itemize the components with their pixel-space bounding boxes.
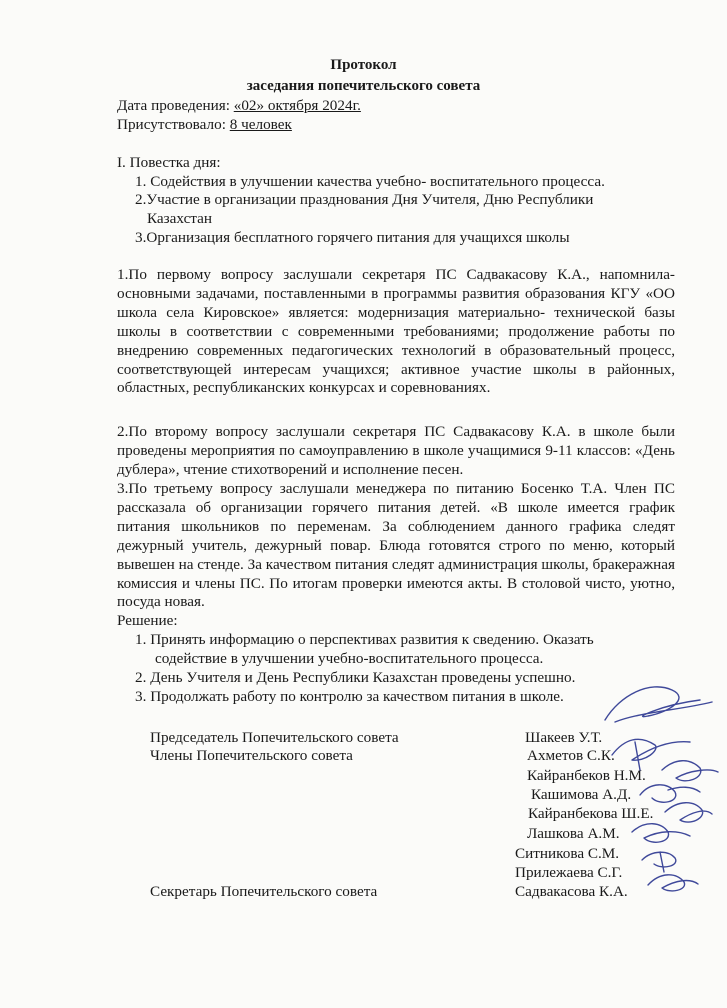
decision-item-3: 3. Продолжать работу по контролю за качеством питания в школе. xyxy=(135,688,564,705)
decision-item-1: 1. Принять информацию о перспективах развития к сведению. Оказать xyxy=(135,631,594,648)
signatory-name: Кайранбеков Н.М. xyxy=(527,767,646,784)
agenda-item-2: 2.Участие в организации празднования Дня Учителя, Дню Республики xyxy=(135,191,594,208)
document-subtitle: заседания попечительского совета xyxy=(246,78,481,94)
signature-7 xyxy=(642,852,676,872)
document-title: Протокол xyxy=(330,57,397,73)
signature-5 xyxy=(665,803,712,822)
signature-3 xyxy=(662,761,718,781)
paragraph-question-3: 3.По третьему вопросу заслушали менеджера по питанию Босенко Т.А. Член ПС рассказала об организации горячего питания детей. «В школе имеется график питания школьников по переменам. За соблюдением данного графика следят дежурный учитель, дежурный повар. Блюда готовятся строго по меню, который вывешен на стенде. За качеством питания следят администрация школы, бракеражная комиссия и члены ПС. По итогам проверки имеются акты. В столовой чисто, уютно, посуда новая. xyxy=(117,480,675,611)
signatory-name: Прилежаева С.Г. xyxy=(515,864,623,881)
signature-1 xyxy=(605,687,712,722)
signatory-name: Ахметов С.К. xyxy=(527,747,615,764)
date-value: «02» октября 2024г. xyxy=(233,97,361,114)
signatory-name: Шакеев У.Т. xyxy=(525,729,603,746)
paragraph-question-1: 1.По первому вопросу заслушали секретаря ПС Садвакасову К.А., напомнила- основными задачами, поставленными в программы развития образования КГУ «ОО школа села Кировское» является: модернизация материально- технической базы школы в соответствии с современными требованиями; продолжение работы по внедрению современных педагогических технологий в образовательный процесс, соответствующей интересам учащихся; активное участие школы в районных, областных, республиканских конкурсах и соревнованиях. xyxy=(117,266,675,397)
signature-6 xyxy=(632,824,690,843)
paragraph-question-2: 2.По второму вопросу заслушали секретаря ПС Садвакасову К.А. в школе были проведены мероприятия по самоуправлению в школе учащимися 9-11 классов: «День дублера», чтение стихотворений и исполнение песен. xyxy=(117,423,675,478)
members-label: Члены Попечительского совета xyxy=(150,747,353,764)
signatory-name: Кайранбекова Ш.Е. xyxy=(528,805,654,822)
decision-item-1-cont: содействие в улучшении учебно-воспитательного процесса. xyxy=(155,650,544,667)
agenda-item-1: 1. Содействия в улучшении качества учебно- воспитательного процесса. xyxy=(135,173,605,190)
signature-4 xyxy=(640,785,700,802)
attendance-label: Присутствовало: xyxy=(117,116,226,133)
decision-item-2: 2. День Учителя и День Республики Казахстан проведены успешно. xyxy=(135,669,576,686)
agenda-item-2-cont: Казахстан xyxy=(147,210,212,227)
signatory-name: Лашкова А.М. xyxy=(527,825,620,842)
signature-8 xyxy=(648,875,698,891)
agenda-heading: I. Повестка дня: xyxy=(117,154,221,171)
agenda-item-3: 3.Организация бесплатного горячего питания для учащихся школы xyxy=(135,229,570,246)
signatory-name: Ситникова С.М. xyxy=(515,845,620,862)
signatory-name: Садвакасова К.А. xyxy=(515,883,628,900)
decision-heading: Решение: xyxy=(117,612,178,629)
date-label: Дата проведения: xyxy=(117,97,230,114)
signatory-name: Кашимова А.Д. xyxy=(531,786,632,803)
signature-2 xyxy=(612,739,690,770)
secretary-label: Секретарь Попечительского совета xyxy=(150,883,378,900)
chair-label: Председатель Попечительского совета xyxy=(150,729,399,746)
attendance-value: 8 человек xyxy=(229,116,292,133)
